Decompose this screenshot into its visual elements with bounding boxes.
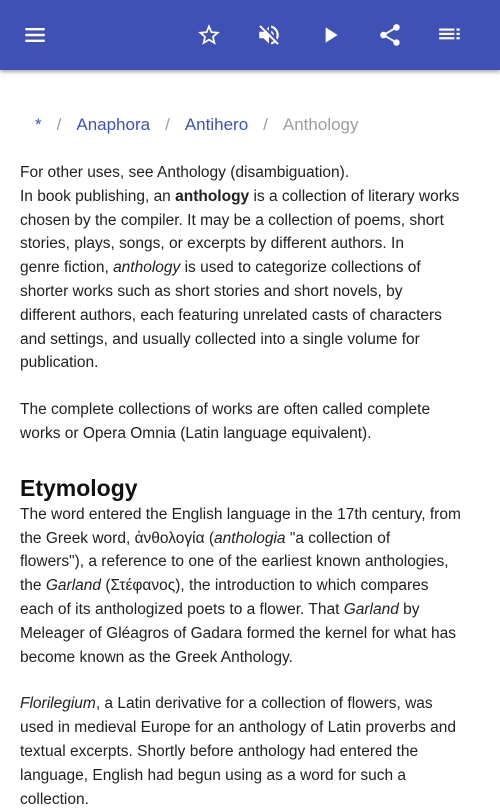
breadcrumb-separator: /	[165, 115, 170, 134]
text-line: collection.	[20, 790, 89, 808]
bold-term: anthology	[175, 187, 250, 205]
play-icon	[317, 22, 343, 48]
text-line: genre fiction,	[20, 259, 114, 277]
play-button[interactable]	[312, 17, 348, 53]
text-line: , a Latin derivative for a collection of flowers, was	[95, 695, 433, 713]
star-outline-icon	[196, 22, 222, 48]
text-line: textual excerpts. Shortly before anthology had entered the	[20, 742, 419, 760]
text-line: publication.	[20, 354, 99, 372]
text-line: In book publishing, an	[20, 187, 176, 205]
breadcrumb	[35, 114, 359, 136]
hamburger-menu-icon	[22, 22, 48, 48]
text-line: chosen by the compiler. It may be a collection of poems, short	[20, 211, 444, 229]
text-line: stories, plays, songs, or excerpts by different authors. In	[20, 235, 404, 253]
toc-button[interactable]	[432, 17, 468, 53]
share-icon	[377, 22, 403, 48]
app-toolbar	[0, 0, 500, 70]
italic-term: Garland	[343, 600, 399, 618]
share-button[interactable]	[372, 17, 408, 53]
text-line: shorter works such as short stories and short novels, by	[20, 282, 403, 300]
breadcrumb-link-antihero[interactable]: Antihero	[184, 115, 249, 134]
text-line: and settings, and usually collected into a single volume for	[20, 330, 420, 348]
table-of-contents-icon	[437, 22, 463, 48]
italic-term: anthology	[113, 259, 181, 277]
article-body	[20, 161, 482, 811]
italic-term: Garland	[45, 577, 102, 595]
text-line: flowers"), a reference to one of the earliest known anthologies,	[20, 553, 449, 571]
text-line: (Στέφανος), the introduction to which compares	[101, 577, 429, 595]
text-line: Meleager of Gléagros of Gadara formed the kernel for what has	[20, 624, 456, 642]
text-line: is a collection of literary works	[249, 187, 460, 205]
intro-paragraph	[20, 161, 482, 375]
text-line: The word entered the English language in the 17th century, from	[20, 505, 461, 523]
text-line: become known as the Greek Anthology.	[20, 648, 293, 666]
favorite-button[interactable]	[191, 17, 227, 53]
complete-works-paragraph	[20, 398, 482, 446]
hatnote-text: For other uses, see Anthology (disambiguation).	[20, 164, 350, 181]
breadcrumb-link-anaphora[interactable]: Anaphora	[76, 115, 151, 134]
text-line: works or Opera Omnia (Latin language equivalent).	[20, 424, 372, 442]
florilegium-paragraph	[20, 692, 482, 811]
italic-term: anthologia	[214, 529, 286, 547]
text-line: "a collection of	[285, 529, 391, 547]
text-line: by	[398, 600, 420, 618]
text-line: language, English had begun using as a word for such a	[20, 766, 407, 784]
text-line: The complete collections of works are often called complete	[20, 401, 431, 419]
breadcrumb-current: Anthology	[282, 115, 359, 134]
breadcrumb-separator: /	[263, 115, 268, 134]
breadcrumb-home-link[interactable]: *	[35, 115, 42, 134]
text-line: is used to categorize collections of	[180, 259, 421, 277]
volume-off-icon	[256, 22, 282, 48]
mute-button[interactable]	[251, 17, 287, 53]
breadcrumb-separator: /	[56, 115, 62, 134]
section-heading-etymology: Etymology	[20, 474, 138, 501]
text-line: different authors, each featuring unrelated casts of characters	[20, 306, 442, 324]
etymology-paragraph	[20, 503, 482, 670]
text-line: the Greek word, ἀνθολογία (	[20, 529, 214, 547]
text-line: the	[20, 577, 46, 595]
italic-term: Florilegium	[20, 695, 96, 713]
text-line: each of its anthologized poets to a flower. That	[20, 600, 344, 618]
text-line: used in medieval Europe for an anthology of Latin proverbs and	[20, 719, 457, 737]
menu-button[interactable]	[17, 17, 53, 53]
